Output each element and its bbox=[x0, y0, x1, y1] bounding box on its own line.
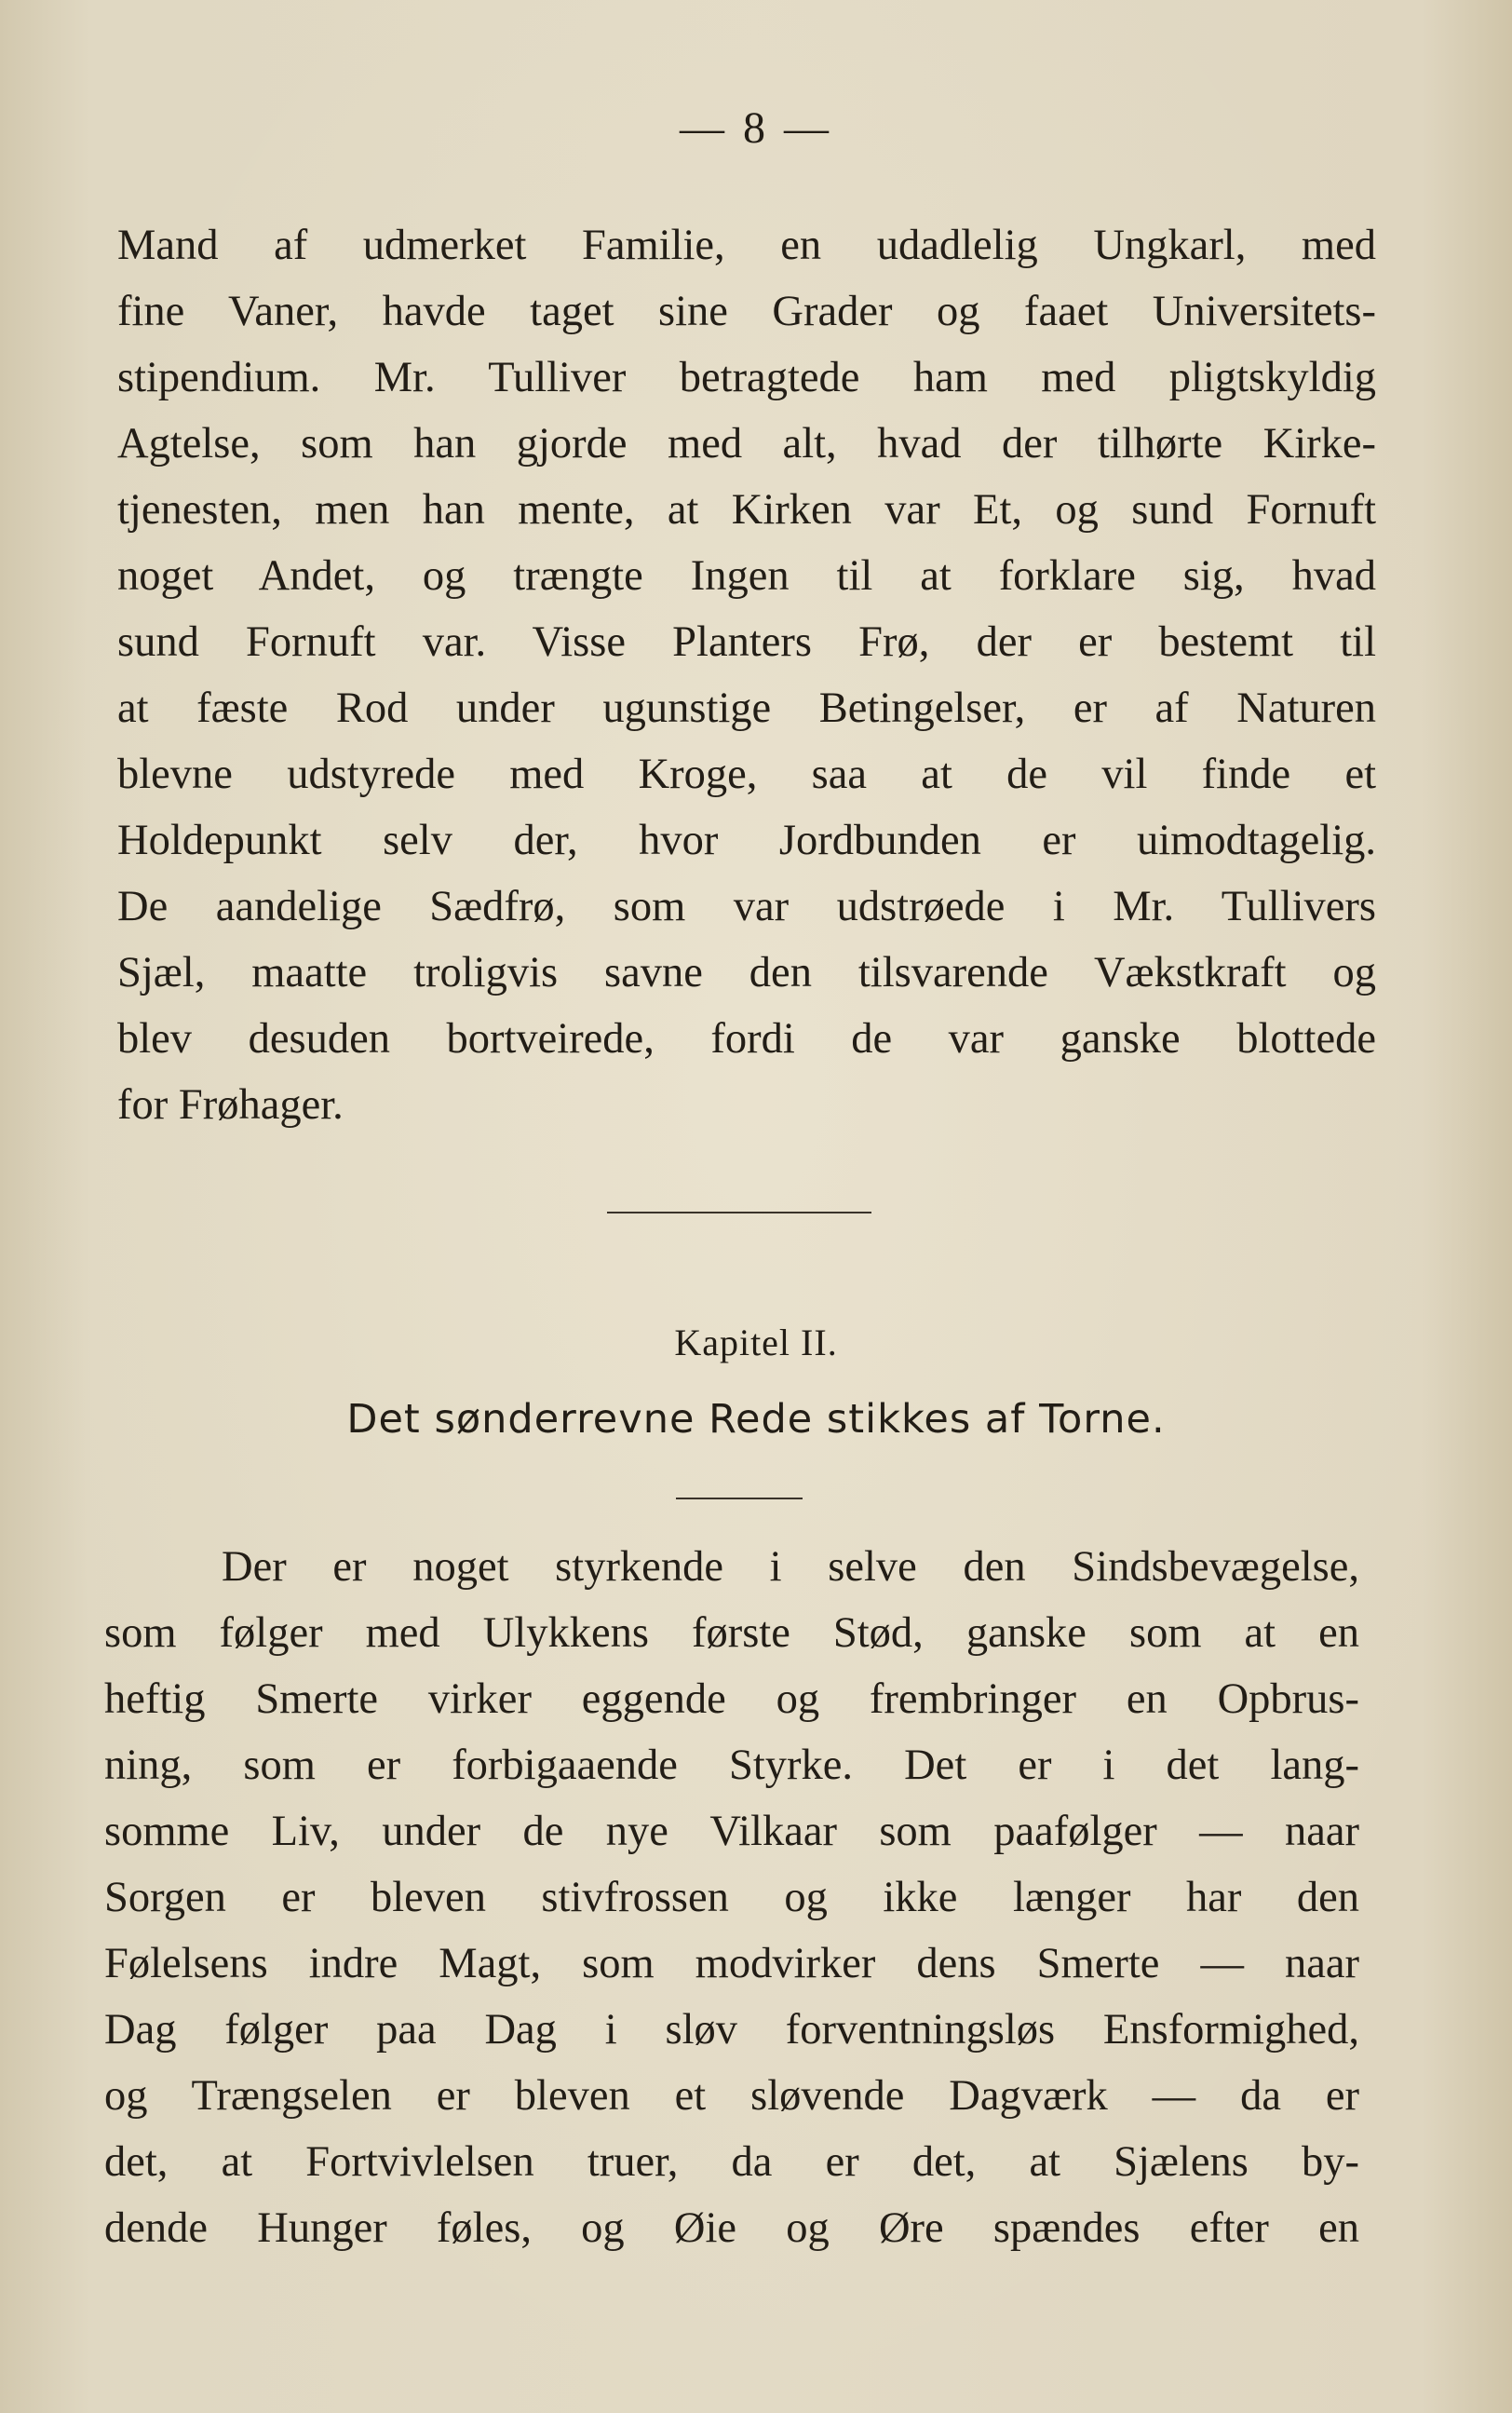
text-line: sund Fornuft var. Visse Planters Frø, der er bestemt til bbox=[117, 618, 1376, 666]
text-line: somme Liv, under de nye Vilkaar som paafølger — naar bbox=[104, 1808, 1359, 1855]
page-number: — 8 — bbox=[680, 103, 832, 153]
text-line: blevne udstyrede med Kroge, saa at de vil finde et bbox=[117, 751, 1376, 798]
text-line: noget Andet, og trængte Ingen til at forklare sig, hvad bbox=[117, 552, 1376, 600]
text-line: Sjæl, maatte troligvis savne den tilsvarende Vækstkraft og bbox=[117, 949, 1376, 996]
text-line: og Trængselen er bleven et sløvende Dagværk — da er bbox=[104, 2072, 1359, 2120]
text-line: Holdepunkt selv der, hvor Jordbunden er uimodtagelig. bbox=[117, 817, 1376, 864]
chapter-title: Det sønderrevne Rede stikkes af Torne. bbox=[346, 1396, 1166, 1443]
text-line: for Frøhager. bbox=[117, 1081, 344, 1129]
text-line: fine Vaner, havde taget sine Grader og faaet Universitets- bbox=[117, 288, 1376, 335]
text-line: tjenesten, men han mente, at Kirken var Et, og sund Fornuft bbox=[117, 486, 1376, 534]
title-divider bbox=[676, 1498, 803, 1499]
text-line: som følger med Ulykkens første Stød, ganske som at en bbox=[104, 1609, 1359, 1657]
text-line: ning, som er forbigaaende Styrke. Det er i det lang- bbox=[104, 1742, 1359, 1789]
text-line: at fæste Rod under ugunstige Betingelser, er af Naturen bbox=[117, 685, 1376, 732]
paragraph-continued bbox=[117, 212, 1376, 1138]
text-line: De aandelige Sædfrø, som var udstrøede i Mr. Tullivers bbox=[117, 883, 1376, 930]
section-divider bbox=[607, 1212, 871, 1213]
text-line: Følelsens indre Magt, som modvirker dens Smerte — naar bbox=[104, 1940, 1359, 1987]
chapter-label: Kapitel II. bbox=[674, 1322, 838, 1363]
text-line: Agtelse, som han gjorde med alt, hvad der tilhørte Kirke- bbox=[117, 420, 1376, 468]
text-line: dende Hunger føles, og Øie og Øre spændes efter en bbox=[104, 2204, 1359, 2252]
text-line: Dag følger paa Dag i sløv forventningsløs Ensformighed, bbox=[104, 2006, 1359, 2054]
text-line: blev desuden bortveirede, fordi de var ganske blottede bbox=[117, 1015, 1376, 1063]
text-line: Sorgen er bleven stivfrossen og ikke længer har den bbox=[104, 1874, 1359, 1921]
text-line: Der er noget styrkende i selve den Sindsbevægelse, bbox=[222, 1543, 1359, 1591]
text-line: heftig Smerte virker eggende og frembringer en Opbrus- bbox=[104, 1675, 1359, 1723]
text-line: Mand af udmerket Familie, en udadlelig Ungkarl, med bbox=[117, 222, 1376, 269]
chapter-opening-paragraph bbox=[104, 1534, 1359, 2261]
text-line: stipendium. Mr. Tulliver betragtede ham med pligtskyldig bbox=[117, 354, 1376, 401]
text-line: det, at Fortvivlelsen truer, da er det, at Sjælens by- bbox=[104, 2138, 1359, 2186]
